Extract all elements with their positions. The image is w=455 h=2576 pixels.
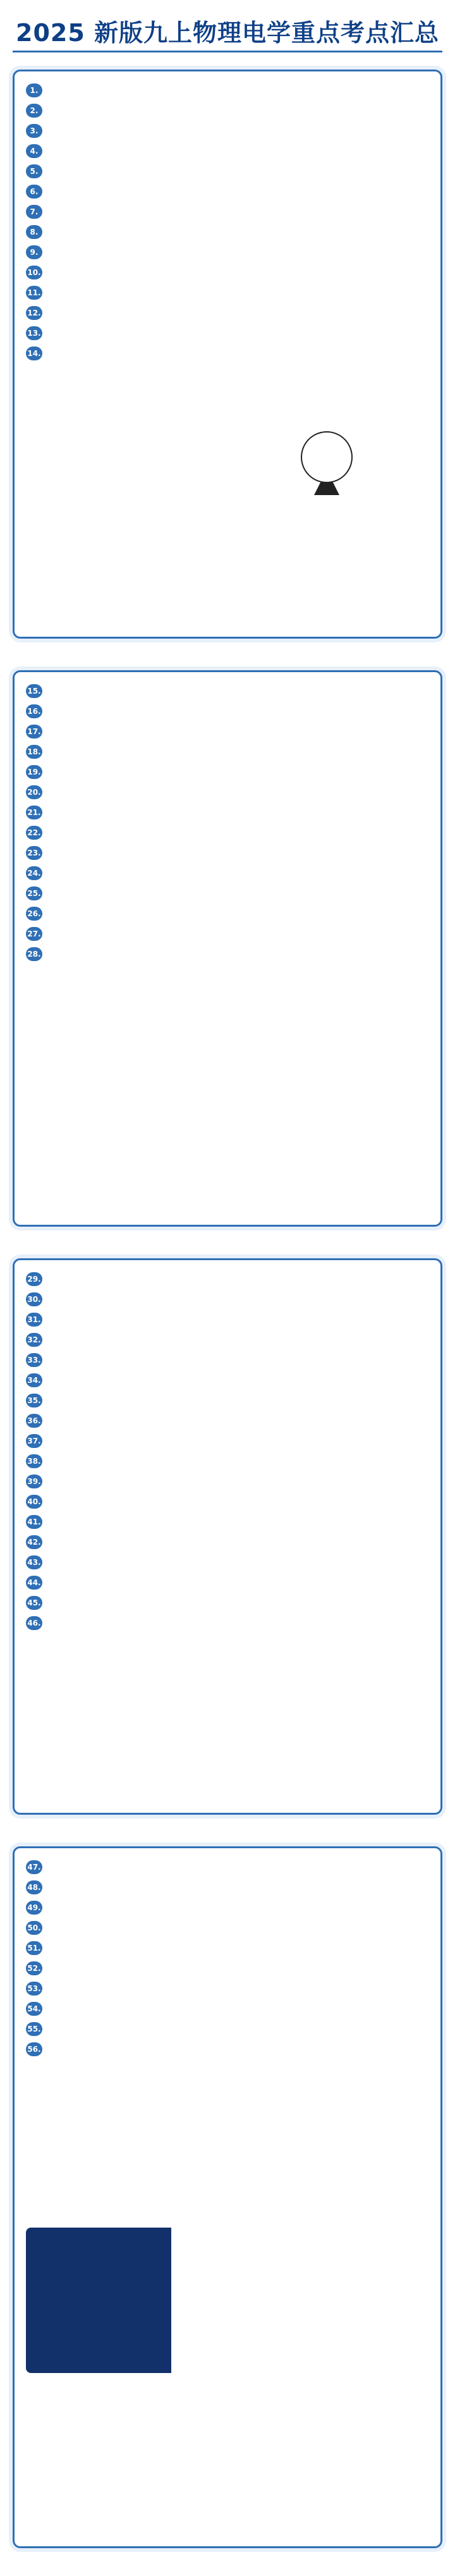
- list-item: [26, 1614, 429, 1635]
- item-number: 15.: [26, 684, 42, 698]
- list-item: [26, 783, 429, 804]
- promo-banner[interactable]: [26, 2228, 429, 2373]
- list-item: [26, 1473, 429, 1493]
- item-number: 47.: [26, 1860, 42, 1874]
- list-item: [26, 743, 429, 763]
- item-number: 2.: [26, 104, 42, 118]
- list-item: [26, 284, 429, 304]
- item-number: 54.: [26, 2002, 42, 2016]
- item-number: 6.: [26, 185, 42, 199]
- item-number: 11.: [26, 286, 42, 300]
- list-item: [26, 723, 429, 743]
- list-item: [26, 1392, 429, 1412]
- item-number: 7.: [26, 205, 42, 219]
- item-number: 32.: [26, 1333, 42, 1347]
- list-item: [26, 1412, 429, 1432]
- title-band: [13, 10, 442, 52]
- item-number: 49.: [26, 1901, 42, 1915]
- list-item: [26, 163, 429, 183]
- item-number: 10.: [26, 266, 42, 279]
- list-item: [26, 243, 429, 264]
- list-item: [26, 223, 429, 243]
- promo-text-block: [171, 2228, 429, 2373]
- item-number: 55.: [26, 2022, 42, 2036]
- item-number: 52.: [26, 1961, 42, 1975]
- item-list: [15, 71, 440, 375]
- item-list: [15, 1848, 440, 2071]
- item-number: 27.: [26, 927, 42, 941]
- item-number: 18.: [26, 745, 42, 759]
- list-item: [26, 1513, 429, 1533]
- list-item: [26, 82, 429, 102]
- list-item: [26, 702, 429, 723]
- item-number: 23.: [26, 846, 42, 860]
- item-number: 46.: [26, 1616, 42, 1630]
- item-number: 16.: [26, 704, 42, 718]
- list-item: [26, 844, 429, 864]
- list-item: [26, 304, 429, 324]
- list-item: [26, 102, 429, 122]
- list-item: [26, 2040, 429, 2061]
- item-number: 43.: [26, 1555, 42, 1569]
- item-number: 8.: [26, 225, 42, 239]
- study-card-3: [13, 1258, 442, 1815]
- list-item: [26, 1980, 429, 2000]
- list-item: [26, 804, 429, 824]
- list-item: [26, 1311, 429, 1331]
- page-title: 2025 新版九上物理电学重点考点汇总: [16, 18, 439, 47]
- study-card-4: [13, 1846, 442, 2548]
- item-number: 35.: [26, 1394, 42, 1408]
- list-item: [26, 1351, 429, 1371]
- item-number: 5.: [26, 164, 42, 178]
- list-item: [26, 183, 429, 203]
- item-number: 30.: [26, 1292, 42, 1306]
- item-number: 50.: [26, 1921, 42, 1935]
- list-item: [26, 925, 429, 945]
- list-item: [26, 864, 429, 885]
- list-item: [26, 142, 429, 163]
- item-number: 17.: [26, 725, 42, 739]
- list-item: [26, 1291, 429, 1311]
- item-number: 42.: [26, 1535, 42, 1549]
- list-item: [26, 2000, 429, 2020]
- list-item: [26, 682, 429, 702]
- item-number: 25.: [26, 886, 42, 900]
- list-item: [26, 1879, 429, 1899]
- item-number: 31.: [26, 1313, 42, 1327]
- list-item: [26, 763, 429, 783]
- list-item: [26, 824, 429, 844]
- item-number: 3.: [26, 124, 42, 138]
- item-number: 37.: [26, 1434, 42, 1448]
- list-item: [26, 1554, 429, 1574]
- list-item: [26, 1574, 429, 1594]
- book-cover-image: [26, 2228, 171, 2373]
- item-number: 1.: [26, 83, 42, 97]
- item-number: 41.: [26, 1515, 42, 1529]
- item-list: [15, 672, 440, 976]
- item-number: 51.: [26, 1941, 42, 1955]
- study-card-1: [13, 70, 442, 639]
- list-item: [26, 2020, 429, 2040]
- item-number: 9.: [26, 245, 42, 259]
- item-number: 28.: [26, 947, 42, 961]
- item-number: 38.: [26, 1454, 42, 1468]
- list-item: [26, 1594, 429, 1614]
- list-item: [26, 1899, 429, 1919]
- item-number: 22.: [26, 826, 42, 840]
- list-item: [26, 122, 429, 142]
- item-number: 33.: [26, 1353, 42, 1367]
- item-number: 48.: [26, 1880, 42, 1894]
- item-number: 21.: [26, 806, 42, 819]
- item-number: 44.: [26, 1576, 42, 1590]
- item-number: 19.: [26, 765, 42, 779]
- list-item: [26, 885, 429, 905]
- item-number: 13.: [26, 326, 42, 340]
- list-item: [26, 1533, 429, 1554]
- study-card-2: [13, 670, 442, 1227]
- list-item: [26, 1858, 429, 1879]
- item-number: 12.: [26, 306, 42, 320]
- list-item: [26, 1432, 429, 1452]
- item-number: 29.: [26, 1272, 42, 1286]
- list-item: [26, 203, 429, 223]
- list-item: [26, 1960, 429, 1980]
- list-item: [26, 905, 429, 925]
- list-item: [26, 264, 429, 284]
- item-number: 39.: [26, 1475, 42, 1488]
- item-number: 14.: [26, 347, 42, 360]
- item-number: 36.: [26, 1414, 42, 1428]
- item-number: 24.: [26, 866, 42, 880]
- item-number: 20.: [26, 785, 42, 799]
- list-item: [26, 324, 429, 345]
- list-item: [26, 945, 429, 966]
- item-number: 56.: [26, 2042, 42, 2056]
- list-item: [26, 1493, 429, 1513]
- list-item: [26, 1939, 429, 1960]
- item-number: 45.: [26, 1596, 42, 1610]
- item-number: 34.: [26, 1373, 42, 1387]
- item-list: [15, 1260, 440, 1645]
- list-item: [26, 1452, 429, 1473]
- illustration: [289, 413, 415, 552]
- item-number: 26.: [26, 907, 42, 921]
- list-item: [26, 1331, 429, 1351]
- item-number: 40.: [26, 1495, 42, 1509]
- list-item: [26, 1371, 429, 1392]
- item-number: 4.: [26, 144, 42, 158]
- list-item: [26, 1270, 429, 1291]
- list-item: [26, 1919, 429, 1939]
- list-item: [26, 345, 429, 365]
- item-number: 53.: [26, 1982, 42, 1996]
